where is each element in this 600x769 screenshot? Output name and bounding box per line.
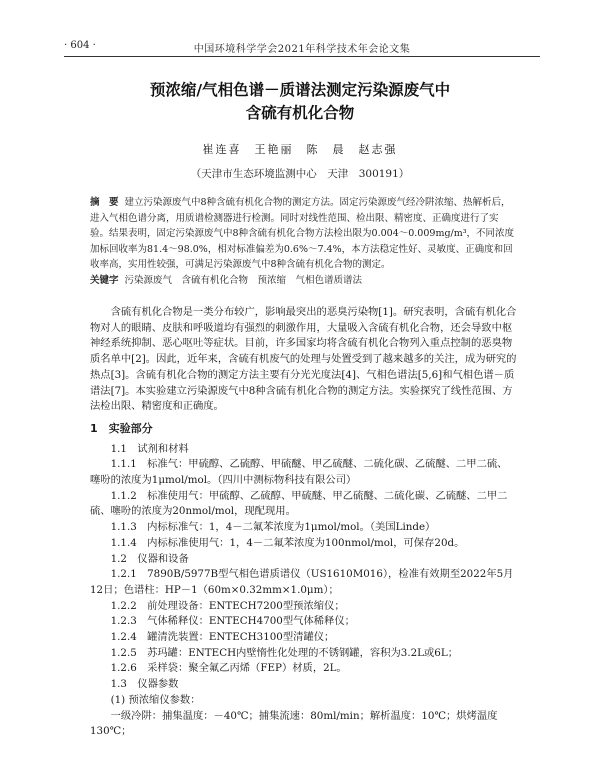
- item-1-2-3: 1.2.3 气体稀释仪：ENTECH4700型气体稀释仪；: [110, 615, 355, 628]
- keywords-label: 关键字: [90, 274, 119, 286]
- item-1-1-3: 1.1.3 内标标准气：1，4－二氟苯浓度为1μmol/mol。（美国Linde）: [110, 521, 436, 534]
- intro-paragraph: 含硫有机化合物是一类分布较广，影响最突出的恶臭污染物[1]。研究表明，含硫有机化合物对人的眼睛、皮肤和呼吸道均有强烈的刺激作用，大量吸入含硫有机化合物，还会导致中枢神经系统抑制、恶心呕吐等症状。目前，许多国家均将含硫有机化合物列入重点控制的恶臭物质名单中[2]。因此，近年来，含硫有机废气的处理与处置受到了越来越多的关注，成为研究的热点[3]。含硫有机化合物的测定方法主要有分光光度法[4]、气相色谱法[5,6]和气相色谱－质谱法[7]。本实验建立污染源废气中8种含硫有机化合物的测定方法。实验探究了线性范围、方法检出限、精密度和正确度。: [90, 306, 517, 413]
- subsection-1-2: 1.2 仪器和设备: [110, 552, 189, 565]
- abstract: [90, 195, 515, 273]
- title-line-1: 预浓缩/气相色谱－质谱法测定污染源废气中: [149, 81, 451, 99]
- item-1-1-4: 1.1.4 内标标准使用气：1，4－二氟苯浓度为100nmol/mol，可保存20d。: [110, 536, 465, 549]
- page-number: · 604 ·: [64, 40, 96, 51]
- item-1-1-1: 1.1.1 标准气：甲硫醇、乙硫醇、甲硫醚、甲乙硫醚、二硫化碳、乙硫醚、二甲二硫、噻吩的浓度为1μmol/mol。（四川中测标物科技有限公司）: [90, 458, 508, 487]
- item-1-2-2: 1.2.2 前处理设备：ENTECH7200型预浓缩仪；: [110, 599, 345, 612]
- item-1-2-4: 1.2.4 罐清洗装置：ENTECH3100型清罐仪；: [110, 631, 335, 644]
- authors: 崔连喜 王艳丽 陈 晨 赵志强: [202, 143, 398, 156]
- section-heading-1: 1 实验部分: [90, 421, 153, 435]
- abstract-text: 建立污染源废气中8种含硫有机化合物的测定方法。固定污染源废气经冷阱浓缩、热解析后，进入气相色谱分离，用质谱检测器进行检测。同时对线性范围、检出限、精密度、正确度进行了实验。结果表明，固定污染源废气中8种含硫有机化合物方法检出限为0.004～0.009mg/m³，不同浓度加标回收率为81.4～98.0%，相对标准偏差为0.6%～7.4%，本方法稳定性好、灵敏度、正确度和回收率高，实用性较强，可满足污染源废气中8种含硫有机化合物的测定。: [90, 197, 515, 271]
- affiliation: （天津市生态环境监测中心 天津 300191）: [190, 168, 410, 180]
- keywords: [90, 273, 515, 289]
- subsection-1-3: 1.3 仪器参数: [110, 678, 179, 691]
- title-line-2: 含硫有机化合物: [245, 104, 355, 122]
- item-1-2-5: 1.2.5 苏玛罐：ENTECH内壁惰性化处理的不锈钢罐，容积为3.2L或6L；: [110, 646, 458, 659]
- item-1-1-2: 1.1.2 标准使用气：甲硫醇、乙硫醇、甲硫醚、甲乙硫醚、二硫化碳、乙硫醚、二甲二硫、噻吩的浓度为20nmol/mol，现配现用。: [90, 489, 508, 518]
- abstract-block: [90, 195, 515, 289]
- item-1-2-1: 1.2.1 7890B/5977B型气相色谱质谱仪（US1610M016），检准有效期至2022年5月12日；色谱柱：HP－1（60m×0.32mm×1.0μm）；: [90, 568, 514, 596]
- page-header: [64, 38, 540, 54]
- header-rule: [64, 56, 540, 57]
- item-1-3-1: (1) 预浓缩仪参数：: [110, 693, 201, 706]
- item-1-2-6: 1.2.6 采样袋：聚全氟乙丙烯（FEP）材质，2L。: [110, 662, 347, 675]
- journal-title: 中国环境科学学会2021年科学技术年会论文集: [193, 44, 411, 55]
- keywords-text: 污染源废气 含硫有机化合物 预浓缩 气相色谱质谱法: [124, 274, 363, 286]
- item-1-3-2: 一级冷阱：捕集温度：－40℃；捕集流速：80ml/min；解析温度：10℃；烘烤温度130℃；: [90, 709, 498, 738]
- subsection-1-1: 1.1 试剂和材料: [110, 442, 189, 455]
- abstract-label: 摘 要: [90, 197, 119, 208]
- paper-title: [60, 79, 540, 125]
- main-body: [90, 305, 517, 740]
